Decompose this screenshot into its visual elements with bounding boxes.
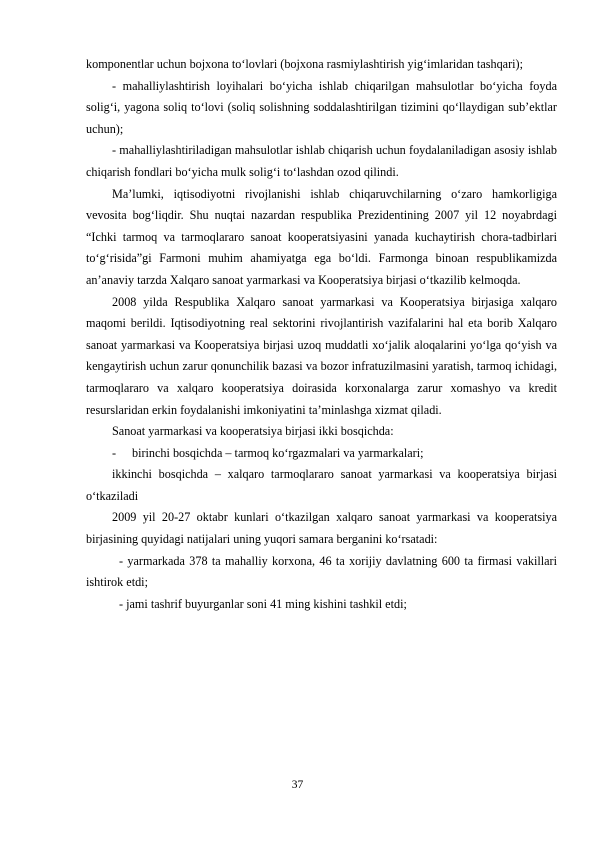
list-item-text: birinchi bosqichda – tarmoq ko‘rgazmalari va yarmarkalari;: [132, 445, 424, 460]
document-body: [86, 54, 557, 615]
paragraph-profit-tax-exemption: - mahalliylashtirish loyihalari bo‘yicha ishlab chiqarilgan mahsulotlar bo‘yicha foyda solig‘i, yagona soliq to‘lovi (soliq solishning soddalashtirilgan tizimini qo‘llaydigan sub’ektlar uchun);: [86, 78, 557, 136]
paragraph-second-stage: ikkinchi bosqichda – xalqaro tarmoqlararo sanoat yarmarkasi va kooperatsiya birjasi o‘tkaziladi: [86, 467, 557, 503]
paragraph-2009-results: 2009 yil 20-27 oktabr kunlari o‘tkazilgan xalqaro sanoat yarmarkasi va kooperatsiya birjasining quyidagi natijalari uning yuqori samara berganini ko‘rsatadi:: [86, 510, 557, 547]
page-number: 37: [291, 779, 304, 791]
result-item-visitors: - jami tashrif buyurganlar soni 41 ming kishini tashkil etdi;: [119, 596, 407, 611]
paragraph-two-stages-intro: Sanoat yarmarkasi va kooperatsiya birjasi ikki bosqichda:: [112, 424, 394, 439]
paragraph-property-tax-exemption: - mahalliylashtiriladigan mahsulotlar ishlab chiqarish uchun foydalaniladigan asosiy ishlab chiqarish fondlari bo‘yicha mulk solig‘i to‘lashdan ozod qilindi.: [86, 143, 557, 179]
paragraph-cooperation-decree: Ma’lumki, iqtisodiyotni rivojlanishi ishlab chiqaruvchilarning o‘zaro hamkorligiga vevosita bog‘liqdir. Shu nuqtai nazardan respublika Prezidentining 2007 yil 12 noyabrdagi “Ichki tarmoq va tarmoqlararo sanoat kooperatsiyasini yanada kuchaytirish chora-tadbirlari to‘g‘risida”gi Farmoni muhim ahamiyatga ega bo‘ldi. Farmonga binoan respublikamizda an’anaviy tarzda Xalqaro sanoat yarmarkasi va Kooperatsiya birjasi o‘tkazilib kelmoqda.: [86, 186, 557, 287]
list-dash: -: [112, 445, 117, 460]
paragraph-continuation: komponentlar uchun bojxona to‘lovlari (bojxona rasmiylashtirish yig‘imlaridan tashqari);: [86, 57, 523, 71]
list-item-first-stage: [86, 443, 557, 465]
result-item-participants: - yarmarkada 378 ta mahalliy korxona, 46 ta xorijiy davlatning 600 ta firmasi vakillari ishtirok etdi;: [86, 553, 557, 590]
paragraph-international-status: 2008 yilda Respublika Xalqaro sanoat yarmarkasi va Kooperatsiya birjasiga xalqaro maqomi berildi. Iqtisodiyotning real sektorini rivojlantirish vazifalarini hal eta borib Xalqaro sanoat yarmarkasi va Kooperatsiya birjasi uzoq muddatli xo‘jalik aloqalarini yo‘lga qo‘yish va kengaytirish uchun zarur qonunchilik bazasi va bozor infratuzilmasini yaratish, tarmoq ichidagi, tarmoqlararo va xalqaro kooperatsiya doirasida korxonalarga zarur xomashyo va kredit resurslaridan erkin foydalanishi imkoniyatini ta’minlashga xizmat qiladi.: [86, 294, 557, 417]
